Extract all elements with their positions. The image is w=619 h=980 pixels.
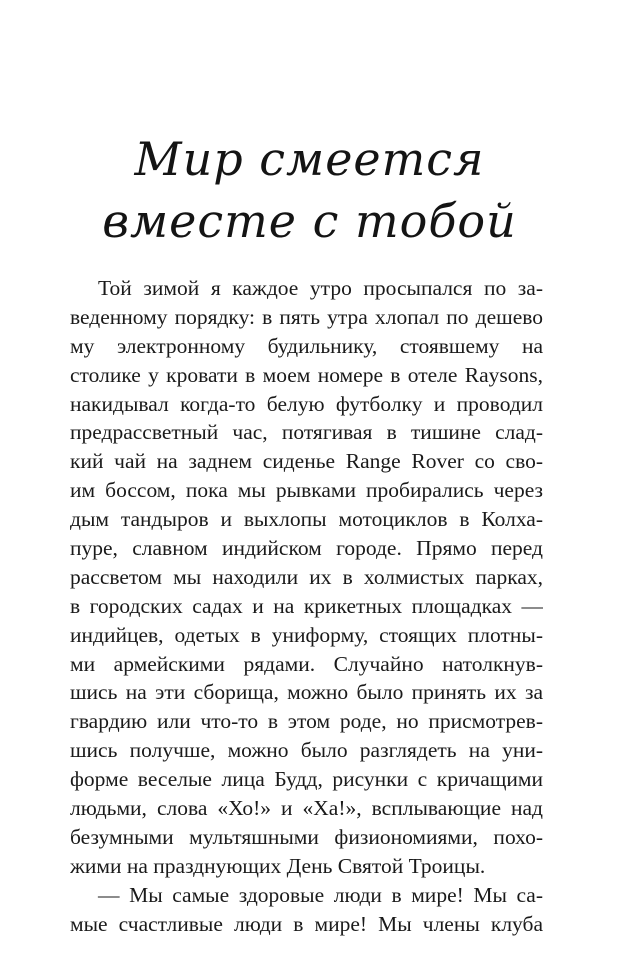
text-line: ми армейскими рядами. Случайно натолкнув- — [70, 651, 543, 676]
text-line: столике у кровати в моем номере в отеле Raysons, — [70, 362, 543, 387]
text-line: му электронному будильнику, стоявшему на — [70, 333, 543, 358]
text-line: шись на эти сборища, можно было принять их за — [70, 680, 543, 705]
text-line: жими на празднующих День Святой Троицы. — [70, 853, 486, 878]
text-line: дым тандыров и выхлопы мотоциклов в Колха- — [70, 507, 543, 532]
text-line: мые счастливые люди в мире! Мы члены клуба — [70, 911, 543, 936]
text-line: форме веселые лица Будд, рисунки с кричащими — [70, 767, 543, 792]
text-line: Той зимой я каждое утро просыпался по за- — [98, 276, 543, 300]
text-line: в городских садах и на крикетных площадках — — [70, 593, 543, 618]
text-line: шись получше, можно было разглядеть на уни- — [70, 738, 543, 763]
text-line: рассветом мы находили их в холмистых парках, — [70, 564, 543, 589]
body-text — [70, 274, 543, 938]
chapter-title-line-1: Мир смеется — [134, 132, 485, 186]
text-line: гвардию или что-то в этом роде, но присмотрев- — [70, 709, 543, 734]
text-line: пуре, славном индийском городе. Прямо перед — [70, 536, 543, 561]
chapter-title-line-2: вместе с тобой — [102, 194, 517, 248]
text-line: веденному порядку: в пять утра хлопал по дешево — [70, 304, 543, 329]
text-line: безумными мультяшными физиономиями, похо- — [70, 824, 543, 849]
text-line: накидывал когда-то белую футболку и проводил — [70, 391, 543, 416]
text-line: им боссом, пока мы рывками пробирались через — [70, 478, 543, 503]
text-line: предрассветный час, потягивая в тишине слад- — [70, 420, 543, 445]
text-line: индийцев, одетых в униформу, стоящих плотны- — [70, 622, 543, 647]
text-line: кий чай на заднем сиденье Range Rover со сво- — [70, 449, 543, 474]
text-line: людьми, слова «Хо!» и «Ха!», всплывающие над — [70, 796, 543, 821]
text-line: — Мы самые здоровые люди в мире! Мы са- — [98, 882, 543, 907]
